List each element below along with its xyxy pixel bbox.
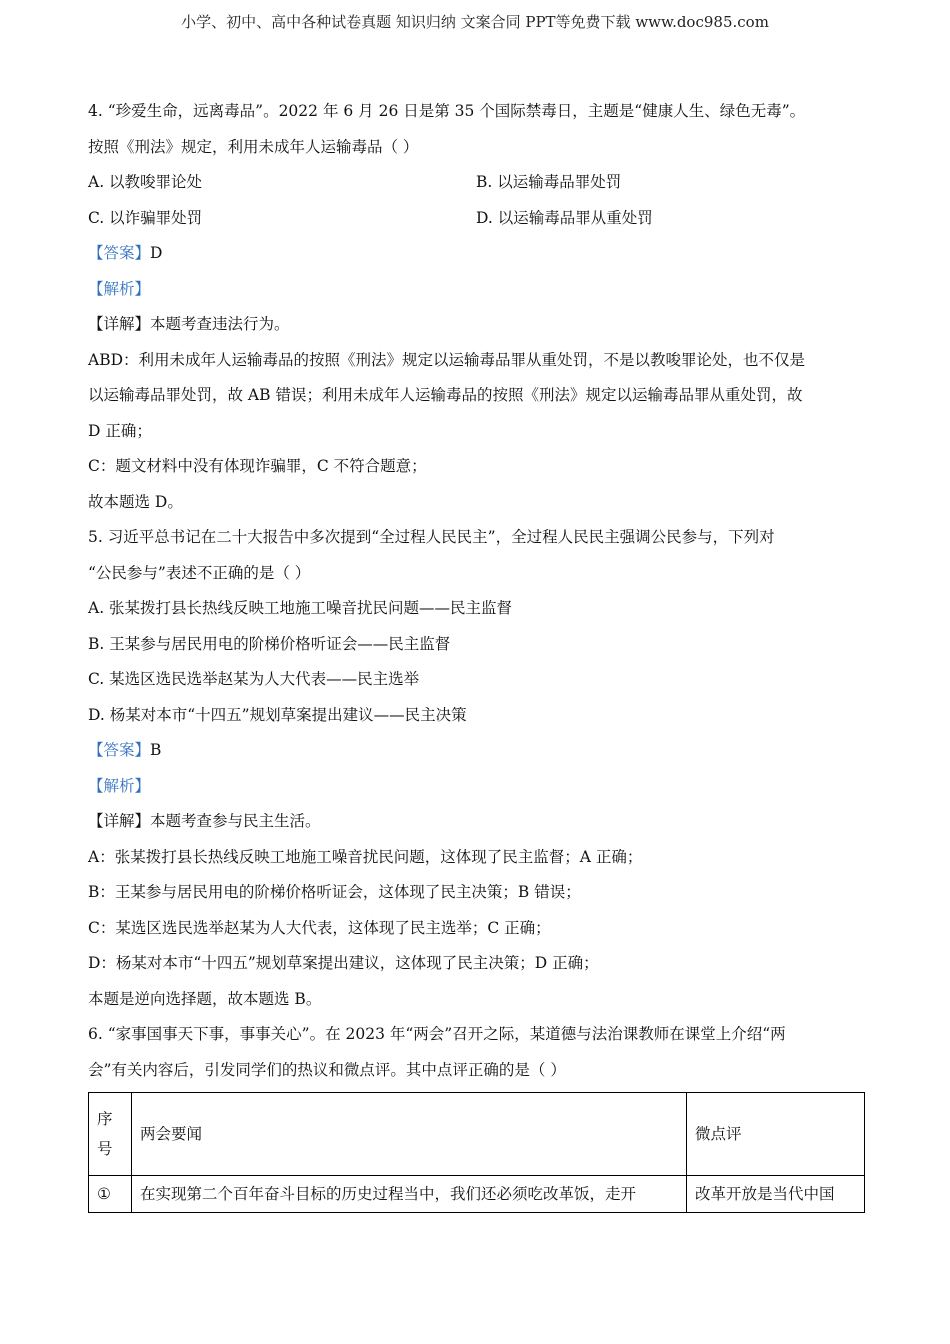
q4-options-row-1 xyxy=(88,165,866,201)
q5-detail xyxy=(88,804,866,840)
q4-answer-value: D xyxy=(150,244,163,262)
table-cell-news: 在实现第二个百年奋斗目标的历史过程当中，我们还必须吃改革饭，走开 xyxy=(132,1176,687,1213)
q4-analysis-line-4: C：题文材料中没有体现诈骗罪，C 不符合题意； xyxy=(88,457,427,475)
answer-tag: 【答案】 xyxy=(88,244,151,262)
detail-tag: 【详解】 xyxy=(88,315,151,333)
document-body xyxy=(88,94,866,1213)
answer-tag: 【答案】 xyxy=(88,741,151,759)
detail-tag: 【详解】 xyxy=(88,812,151,830)
q4-option-c: C. 以诈骗罪处罚 xyxy=(88,208,203,227)
q5-detail-text: 本题考查参与民主生活。 xyxy=(150,812,321,830)
q4-answer xyxy=(88,236,866,272)
q4-analysis-line-3: D 正确； xyxy=(88,421,152,440)
q4-analysis-tag: 【解析】 xyxy=(88,279,151,298)
q4-stem-line-1: 4. “珍爱生命，远离毒品”。2022 年 6 月 26 日是第 35 个国际禁毒日，主题是“健康人生、绿色无毒”。 xyxy=(88,102,806,120)
table-header-number: 序号 xyxy=(89,1093,132,1176)
q5-option-c: C. 某选区选民选举赵某为人大代表——民主选举 xyxy=(88,670,420,688)
q4-option-d: D. 以运输毒品罪从重处罚 xyxy=(476,208,653,227)
q5-option-b: B. 王某参与居民用电的阶梯价格听证会——民主监督 xyxy=(88,634,451,653)
q5-analysis-line-5: 本题是逆向选择题，故本题选 B。 xyxy=(88,989,322,1008)
table-header-news: 两会要闻 xyxy=(132,1093,687,1176)
q5-analysis-line-2: B：王某参与居民用电的阶梯价格听证会，这体现了民主决策；B 错误； xyxy=(88,883,581,901)
table-cell-comment: 改革开放是当代中国 xyxy=(687,1176,865,1213)
q5-stem-line-2: “公民参与”表述不正确的是（ ） xyxy=(88,563,311,582)
q5-answer-value: B xyxy=(150,741,162,759)
q5-option-a: A. 张某拨打县长热线反映工地施工噪音扰民问题——民主监督 xyxy=(88,599,513,617)
q6-stem-line-1: 6. “家事国事天下事，事事关心”。在 2023 年“两会”召开之际，某道德与法治课教师在课堂上介绍“两 xyxy=(88,1025,786,1043)
q5-analysis-line-4: D：杨某对本市“十四五”规划草案提出建议，这体现了民主决策；D 正确； xyxy=(88,954,599,972)
q6-stem-line-2: 会”有关内容后，引发同学们的热议和微点评。其中点评正确的是（ ） xyxy=(88,1060,566,1079)
q4-analysis-line-1: ABD：利用未成年人运输毒品的按照《刑法》规定以运输毒品罪从重处罚，不是以教唆罪论处，也不仅是 xyxy=(88,350,806,369)
q4-detail xyxy=(88,307,866,343)
q4-option-a: A. 以教唆罪论处 xyxy=(88,173,203,191)
table-header-comment: 微点评 xyxy=(687,1093,865,1176)
q5-analysis-line-3: C：某选区选民选举赵某为人大代表，这体现了民主选举；C 正确； xyxy=(88,918,551,937)
q6-table xyxy=(88,1092,865,1213)
q4-options-row-2 xyxy=(88,201,866,237)
q5-stem-line-1: 5. 习近平总书记在二十大报告中多次提到“全过程人民民主”，全过程人民民主强调公民参与，下列对 xyxy=(88,528,775,546)
table-header-row xyxy=(89,1093,865,1176)
q5-analysis-tag: 【解析】 xyxy=(88,776,151,795)
q5-option-d: D. 杨某对本市“十四五”规划草案提出建议——民主决策 xyxy=(88,705,467,724)
q4-option-b: B. 以运输毒品罪处罚 xyxy=(476,173,622,191)
q5-analysis-line-1: A：张某拨打县长热线反映工地施工噪音扰民问题，这体现了民主监督；A 正确； xyxy=(88,847,643,866)
table-row xyxy=(89,1176,865,1213)
q4-stem-line-2: 按照《刑法》规定，利用未成年人运输毒品（ ） xyxy=(88,137,419,156)
q5-answer xyxy=(88,733,866,769)
q4-analysis-line-2: 以运输毒品罪处罚，故 AB 错误；利用未成年人运输毒品的按照《刑法》规定以运输毒品罪从重处罚，故 xyxy=(88,386,803,404)
q4-analysis-line-5: 故本题选 D。 xyxy=(88,492,183,511)
q4-detail-text: 本题考查违法行为。 xyxy=(150,315,290,333)
page-header: 小学、初中、高中各种试卷真题 知识归纳 文案合同 PPT等免费下载 www.doc985.com xyxy=(181,13,769,31)
table-cell-number: ① xyxy=(89,1176,132,1213)
